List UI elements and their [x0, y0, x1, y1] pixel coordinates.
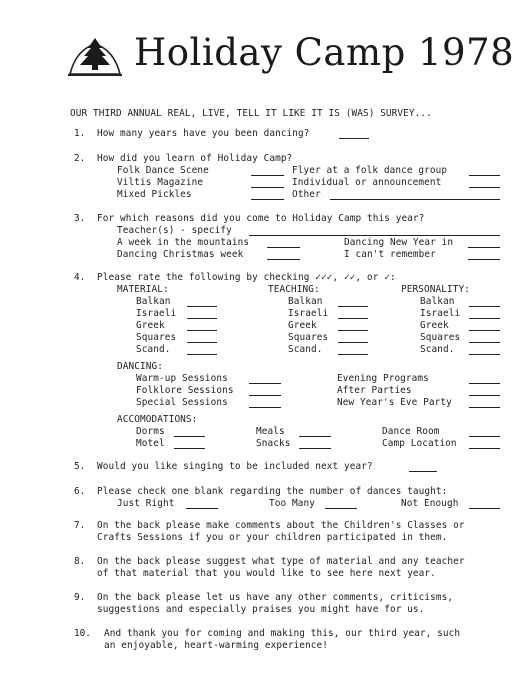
- accom-label: Meals: [256, 426, 285, 437]
- question-number: 9.: [74, 592, 86, 603]
- accom-label: Dorms: [136, 426, 165, 437]
- question-text: How did you learn of Holiday Camp?: [97, 153, 293, 164]
- question-number: 8.: [74, 556, 86, 567]
- accom-label: Dance Room: [382, 426, 440, 437]
- question-text: Would you like singing to be included next year?: [97, 461, 373, 472]
- category-label: Greek: [288, 320, 317, 331]
- dancing-label: Special Sessions: [136, 397, 228, 408]
- dancing-label: Evening Programs: [337, 373, 429, 384]
- rating-blank[interactable]: [469, 383, 500, 384]
- category-label: Israeli: [420, 308, 461, 319]
- question-text: Crafts Sessions if you or your children participated in them.: [97, 532, 448, 543]
- option-label: Folk Dance Scene: [117, 165, 209, 176]
- answer-blank[interactable]: [267, 247, 300, 248]
- rating-blank[interactable]: [469, 330, 500, 331]
- rating-blank[interactable]: [469, 448, 500, 449]
- category-label: Balkan: [136, 296, 171, 307]
- dancing-label: Warm-up Sessions: [136, 373, 228, 384]
- answer-blank[interactable]: [468, 259, 500, 260]
- question-number: 5.: [74, 461, 86, 472]
- question-number: 4.: [74, 272, 86, 283]
- rating-blank[interactable]: [249, 383, 281, 384]
- rating-blank[interactable]: [187, 318, 217, 319]
- answer-blank[interactable]: [249, 235, 500, 236]
- rating-blank[interactable]: [469, 407, 500, 408]
- rating-blank[interactable]: [174, 448, 205, 449]
- question-text: Please check one blank regarding the number of dances taught:: [97, 486, 448, 497]
- question-number: 7.: [74, 520, 86, 531]
- dancing-label: Folklore Sessions: [136, 385, 234, 396]
- rating-blank[interactable]: [338, 342, 368, 343]
- rating-blank[interactable]: [299, 436, 331, 437]
- option-label: Teacher(s) - specify: [117, 225, 232, 236]
- answer-blank[interactable]: [469, 187, 500, 188]
- answer-blank[interactable]: [251, 175, 284, 176]
- accom-header: ACCOMODATIONS:: [117, 414, 198, 425]
- rating-blank[interactable]: [338, 330, 368, 331]
- dancing-header: DANCING:: [117, 361, 163, 372]
- pine-tree-icon: [66, 32, 124, 78]
- rating-blank[interactable]: [469, 318, 500, 319]
- category-label: Balkan: [288, 296, 323, 307]
- category-label: Scand.: [420, 344, 455, 355]
- question-text: an enjoyable, heart-warming experience!: [104, 640, 329, 651]
- rating-blank[interactable]: [338, 318, 368, 319]
- category-label: Greek: [136, 320, 165, 331]
- option-label: I can't remember: [344, 249, 436, 260]
- rating-blank[interactable]: [187, 354, 217, 355]
- answer-blank[interactable]: [469, 175, 500, 176]
- accom-label: Snacks: [256, 438, 291, 449]
- question-text: On the back please make comments about the Children's Classes or: [97, 520, 465, 531]
- category-label: Israeli: [288, 308, 329, 319]
- rating-blank[interactable]: [187, 306, 217, 307]
- question-number: 10.: [74, 628, 91, 639]
- category-label: Squares: [288, 332, 329, 343]
- category-label: Israeli: [136, 308, 177, 319]
- rating-blank[interactable]: [249, 395, 281, 396]
- category-label: Scand.: [136, 344, 171, 355]
- answer-blank[interactable]: [330, 199, 500, 200]
- question-text: How many years have you been dancing?: [97, 128, 310, 139]
- answer-blank[interactable]: [469, 508, 500, 509]
- question-text: On the back please suggest what type of material and any teacher: [97, 556, 465, 567]
- survey-intro: OUR THIRD ANNUAL REAL, LIVE, TELL IT LIKE IT IS (WAS) SURVEY...: [70, 108, 432, 119]
- question-text: of that material that you would like to see here next year.: [97, 568, 436, 579]
- material-header: MATERIAL:: [117, 284, 169, 295]
- category-label: Squares: [420, 332, 461, 343]
- question-text: And thank you for coming and making this, our third year, such: [104, 628, 461, 639]
- rating-blank[interactable]: [469, 436, 500, 437]
- question-text: Please rate the following by checking ✓✓✓, ✓✓, or ✓:: [97, 272, 396, 283]
- rating-blank[interactable]: [174, 436, 205, 437]
- option-label: Too Many: [269, 498, 315, 509]
- answer-blank[interactable]: [468, 247, 500, 248]
- rating-blank[interactable]: [469, 354, 500, 355]
- dancing-label: After Parties: [337, 385, 412, 396]
- question-number: 1.: [74, 128, 86, 139]
- answer-blank[interactable]: [409, 471, 437, 472]
- category-label: Squares: [136, 332, 177, 343]
- category-label: Scand.: [288, 344, 323, 355]
- dancing-label: New Year's Eve Party: [337, 397, 452, 408]
- rating-blank[interactable]: [469, 342, 500, 343]
- category-label: Greek: [420, 320, 449, 331]
- rating-blank[interactable]: [469, 306, 500, 307]
- option-label: Viltis Magazine: [117, 177, 204, 188]
- answer-blank[interactable]: [267, 259, 300, 260]
- option-label: Not Enough: [401, 498, 459, 509]
- teaching-header: TEACHING:: [268, 284, 320, 295]
- question-text: For which reasons did you come to Holiday Camp this year?: [97, 213, 425, 224]
- rating-blank[interactable]: [249, 407, 281, 408]
- answer-blank[interactable]: [251, 199, 284, 200]
- answer-blank[interactable]: [186, 508, 218, 509]
- accom-label: Motel: [136, 438, 165, 449]
- option-label: Flyer at a folk dance group: [292, 165, 448, 176]
- rating-blank[interactable]: [187, 342, 217, 343]
- personality-header: PERSONALITY:: [401, 284, 470, 295]
- question-number: 6.: [74, 486, 86, 497]
- option-label: Dancing New Year in: [344, 237, 454, 248]
- rating-blank[interactable]: [338, 306, 368, 307]
- question-number: 3.: [74, 213, 86, 224]
- question-number: 2.: [74, 153, 86, 164]
- category-label: Balkan: [420, 296, 455, 307]
- option-label: Just Right: [117, 498, 175, 509]
- rating-blank[interactable]: [338, 354, 368, 355]
- accom-label: Camp Location: [382, 438, 457, 449]
- answer-blank[interactable]: [325, 508, 357, 509]
- rating-blank[interactable]: [299, 448, 331, 449]
- header: [60, 28, 515, 90]
- option-label: Dancing Christmas week: [117, 249, 244, 260]
- option-label: A week in the mountains: [117, 237, 250, 248]
- option-label: Individual or announcement: [292, 177, 442, 188]
- rating-blank[interactable]: [469, 395, 500, 396]
- option-label: Other: [292, 189, 321, 200]
- answer-blank[interactable]: [339, 138, 369, 139]
- option-label: Mixed Pickles: [117, 189, 192, 200]
- page-title: Holiday Camp 1978: [134, 31, 515, 74]
- question-text: suggestions and especially praises you might have for us.: [97, 604, 425, 615]
- answer-blank[interactable]: [251, 187, 284, 188]
- question-text: On the back please let us have any other comments, criticisms,: [97, 592, 454, 603]
- rating-blank[interactable]: [187, 330, 217, 331]
